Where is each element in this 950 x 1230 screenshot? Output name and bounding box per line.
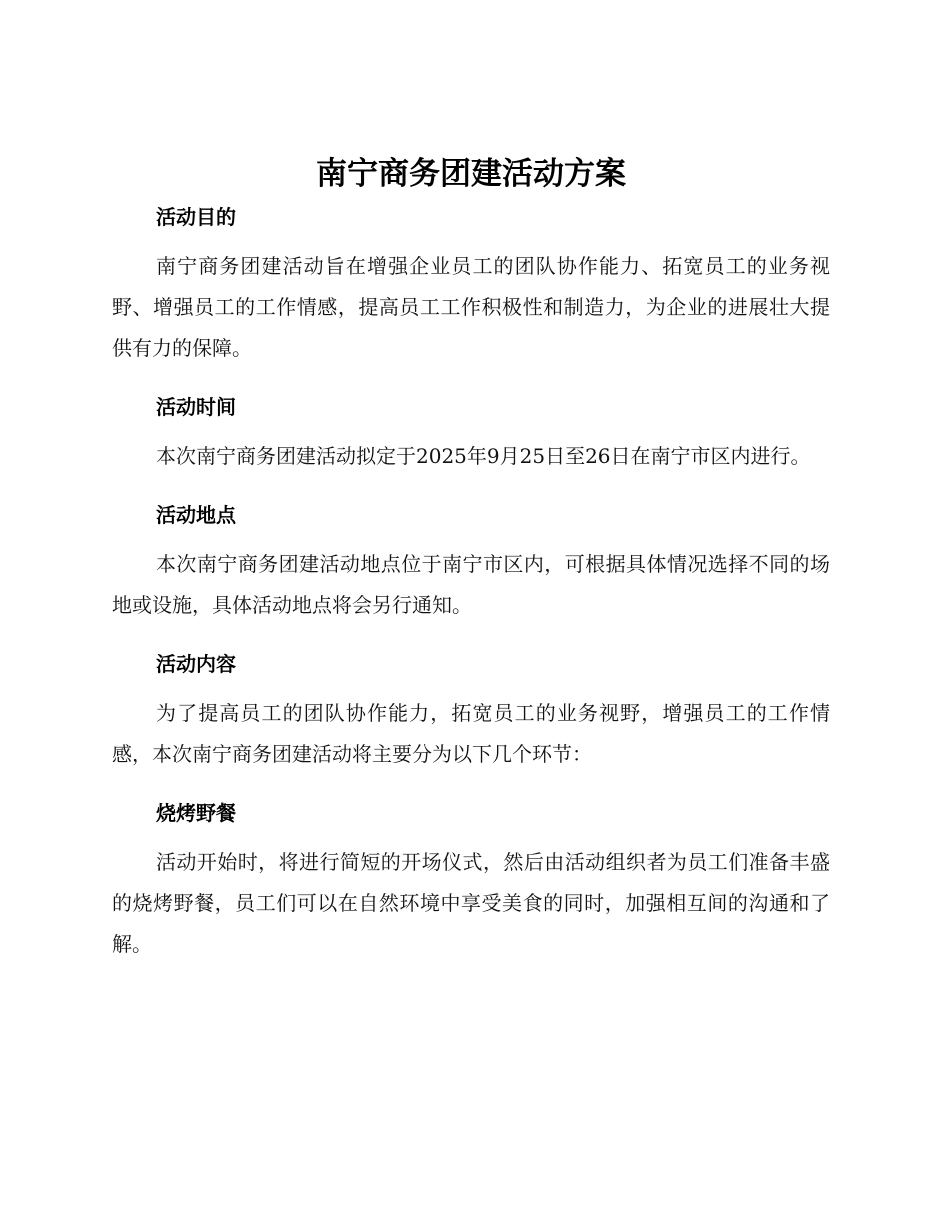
section-heading-location: 活动地点 [156, 503, 236, 527]
section-heading-time: 活动时间 [156, 395, 236, 419]
section-content [112, 649, 830, 775]
section-bbq [112, 798, 830, 965]
section-purpose [112, 202, 830, 369]
section-body-bbq: 活动开始时，将进行简短的开场仪式，然后由活动组织者为员工们准备丰盛的烧烤野餐，员工们可以在自然环境中享受美食的同时，加强相互间的沟通和了解。 [112, 850, 830, 956]
section-time [112, 392, 830, 477]
section-spacer [112, 626, 830, 643]
section-heading-content: 活动内容 [156, 652, 236, 676]
section-body-time: 本次南宁商务团建活动拟定于2025年9月25日至26日在南宁市区内进行。 [156, 444, 811, 468]
section-spacer [112, 477, 830, 494]
section-heading-bbq: 烧烤野餐 [156, 801, 236, 825]
section-body-location: 本次南宁商务团建活动地点位于南宁市区内，可根据具体情况选择不同的场地或设施，具体活动地点将会另行通知。 [112, 552, 830, 617]
section-heading-purpose: 活动目的 [156, 205, 236, 229]
section-body-purpose: 南宁商务团建活动旨在增强企业员工的团队协作能力、拓宽员工的业务视野、增强员工的工作情感，提高员工工作积极性和制造力，为企业的进展壮大提供有力的保障。 [112, 254, 830, 360]
document-title: 南宁商务团建活动方案 [316, 156, 626, 192]
document-body [112, 152, 830, 965]
section-body-content: 为了提高员工的团队协作能力，拓宽员工的业务视野，增强员工的工作情感，本次南宁商务团建活动将主要分为以下几个环节： [112, 701, 830, 766]
section-location [112, 500, 830, 626]
section-spacer [112, 369, 830, 386]
section-spacer [112, 775, 830, 792]
